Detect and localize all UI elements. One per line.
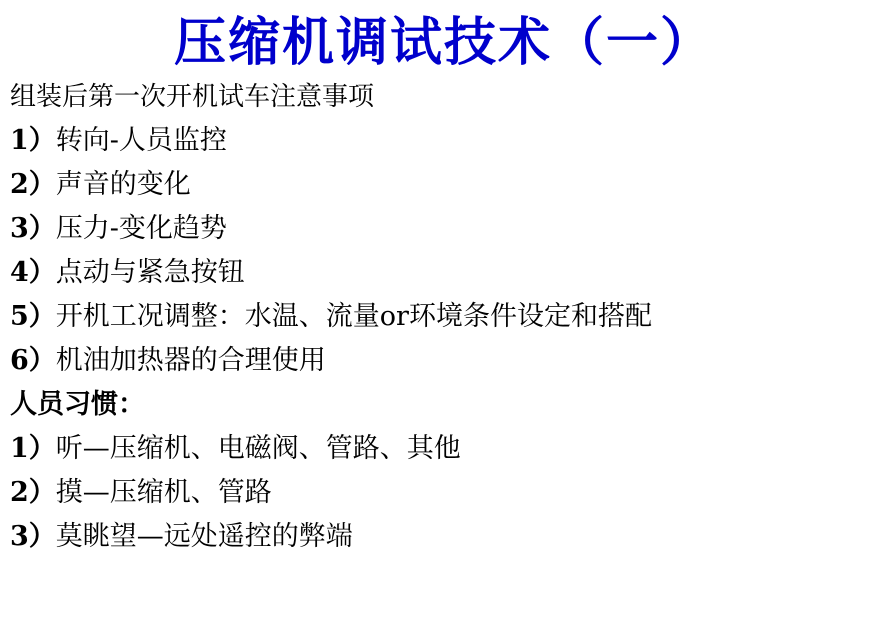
list-item bbox=[10, 339, 882, 383]
list-item bbox=[10, 163, 882, 207]
list-item-number: 3） bbox=[10, 213, 56, 245]
list-item bbox=[10, 295, 882, 339]
list-item-label: 压力-变化趋势 bbox=[55, 213, 227, 245]
list-item-label: 点动与紧急按钮 bbox=[55, 257, 245, 289]
list-item-label: 开机工况调整：水温、流量or环境条件设定和搭配 bbox=[55, 301, 652, 333]
list-item-number: 4） bbox=[10, 257, 56, 289]
list-item-label: 莫眺望—远处遥控的弊端 bbox=[55, 521, 353, 553]
list-item bbox=[10, 119, 882, 163]
list-item-label: 摸—压缩机、管路 bbox=[55, 477, 272, 509]
slide-body bbox=[0, 75, 888, 559]
list-item bbox=[10, 251, 882, 295]
list-item-label: 转向-人员监控 bbox=[55, 125, 227, 157]
list-item-label: 机油加热器的合理使用 bbox=[55, 345, 326, 377]
list-item-number: 3） bbox=[10, 521, 56, 553]
section-heading-1: 组装后第一次开机试车注意事项 bbox=[10, 82, 375, 113]
list-item-number: 2） bbox=[10, 477, 56, 509]
section-heading-2: 人员习惯： bbox=[10, 389, 145, 421]
list-item-label: 声音的变化 bbox=[55, 169, 191, 201]
list-item bbox=[10, 207, 882, 251]
slide bbox=[0, 14, 888, 625]
list-item-number: 5） bbox=[10, 301, 56, 333]
list-item bbox=[10, 471, 882, 515]
list-item-label: 听—压缩机、电磁阀、管路、其他 bbox=[55, 433, 461, 465]
list-item-number: 6） bbox=[10, 345, 56, 377]
list-item-number: 2） bbox=[10, 169, 56, 201]
list-item bbox=[10, 515, 882, 559]
page-title: 压缩机调试技术（一） bbox=[173, 12, 714, 73]
list-item bbox=[10, 427, 882, 471]
list-item-number: 1） bbox=[10, 433, 56, 465]
list-item-number: 1） bbox=[10, 125, 56, 157]
